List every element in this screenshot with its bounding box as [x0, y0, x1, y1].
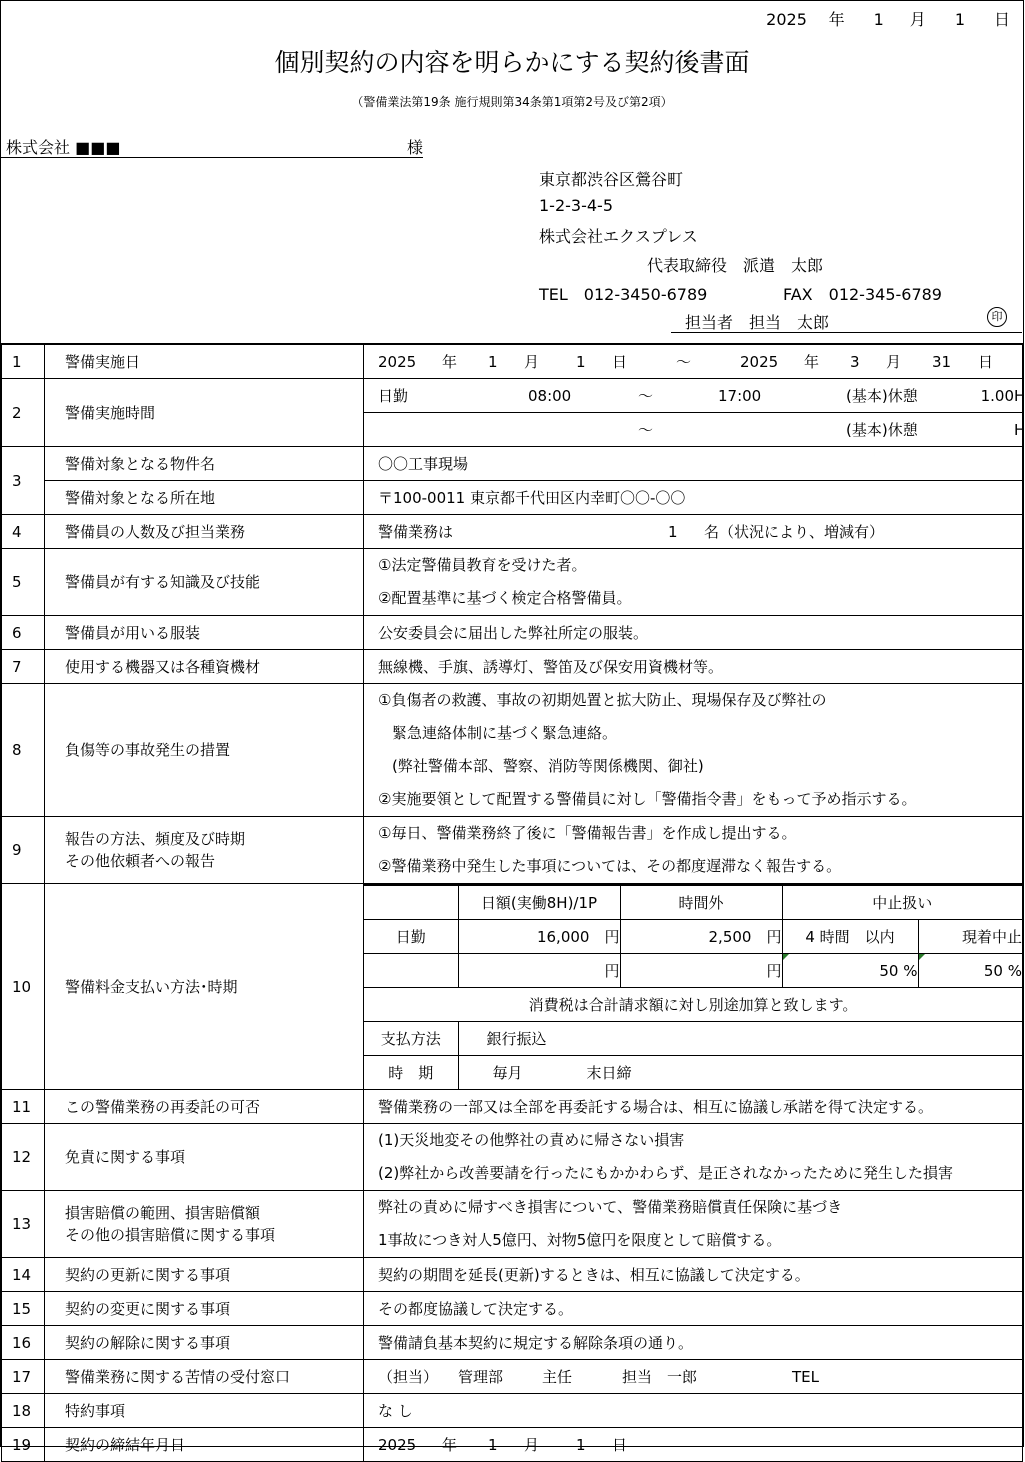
- content-line: 緊急連絡体制に基づく緊急連絡。: [392, 724, 618, 742]
- end-hi: 日: [978, 353, 994, 371]
- payment-method-value: 銀行振込: [458, 1022, 1022, 1056]
- row-content: [364, 344, 1023, 379]
- table-row: [2, 650, 1023, 684]
- payment-timing-cutoff: 末日締: [586, 1064, 632, 1082]
- start-time: 08:00: [528, 386, 572, 405]
- end-nen: 年: [804, 353, 820, 371]
- property-address: 〒100-0011 東京都千代田区内幸町〇〇-〇〇: [364, 481, 1023, 515]
- complaint-department: 管理部: [458, 1368, 504, 1386]
- fee-shift: 日勤: [364, 920, 458, 954]
- table-row: [2, 1428, 1023, 1462]
- table-row: [2, 684, 1023, 817]
- row-label: 警備員の人数及び担当業務: [45, 515, 364, 549]
- start-tsuki: 月: [524, 353, 540, 371]
- row-content: [364, 1124, 1023, 1191]
- content-line: (2)弊社から改善要請を行ったにもかかわらず、是正されなかったために発生した損害: [378, 1164, 954, 1182]
- row-number: 18: [2, 1394, 45, 1428]
- fee-cancel-pct-1: 50 %: [782, 954, 918, 988]
- fee-cancel-pct-2: 50 %: [918, 954, 1022, 988]
- row-number: 5: [2, 549, 45, 616]
- content-line: ②実施要領として配置する警備員に対し「警備指令書」をもって予め指示する。: [378, 790, 917, 808]
- content-line: 弊社の責めに帰すべき損害について、警備業務賠償責任保険に基づき: [378, 1198, 843, 1216]
- row-label: 負傷等の事故発生の措置: [45, 684, 364, 817]
- row-label: 警備員が用いる服装: [45, 616, 364, 650]
- row-label: [45, 1191, 364, 1258]
- fee-header-daily: 日額(実働8H)/1P: [458, 885, 620, 920]
- table-row: [2, 344, 1023, 379]
- staff-suffix: 名（状況により、増減有）: [704, 523, 885, 541]
- table-row: [2, 1360, 1023, 1394]
- content-line: ①法定警備員教育を受けた者。: [378, 556, 587, 574]
- row-number: 7: [2, 650, 45, 684]
- table-row: [2, 481, 1023, 515]
- shift-type: 日勤: [378, 387, 409, 405]
- row-content: [364, 1360, 1023, 1394]
- issue-date: [762, 7, 1019, 30]
- row-label: 契約の解除に関する事項: [45, 1326, 364, 1360]
- row-content: その都度協議して決定する。: [364, 1292, 1023, 1326]
- fee-daily-amount: 16,000: [536, 928, 590, 946]
- signature-underline: [671, 332, 1022, 333]
- row-content: [364, 684, 1023, 817]
- complaint-tel: TEL: [792, 1367, 819, 1386]
- start-year: 2025: [378, 352, 417, 371]
- date-nen: 年: [828, 10, 845, 29]
- complaint-title: 主任: [542, 1368, 573, 1386]
- signing-day: 1: [576, 1435, 586, 1454]
- row-number: 2: [2, 379, 45, 447]
- row-label: 特約事項: [45, 1394, 364, 1428]
- row-number: 13: [2, 1191, 45, 1258]
- complaint-person: 担当 一郎: [622, 1368, 698, 1386]
- content-line: ①負傷者の救護、事故の初期処置と拡大防止、現場保存及び弊社の: [378, 691, 827, 709]
- fee-table: [364, 884, 1022, 1089]
- client-block: [1, 135, 423, 158]
- row-content: 公安委員会に届出した弊社所定の服装。: [364, 616, 1023, 650]
- contractor-address1: 東京都渋谷区鶯谷町: [539, 170, 684, 189]
- payment-method-label: 支払方法: [364, 1022, 458, 1056]
- row-number: 15: [2, 1292, 45, 1326]
- content-line: ②警備業務中発生した事項については、その都度遅滞なく報告する。: [378, 857, 842, 875]
- row-content: [364, 379, 1023, 413]
- end-month: 3: [850, 352, 860, 371]
- fee-yen: 円: [620, 954, 782, 988]
- row-content: 契約の期間を延長(更新)するときは、相互に協議して決定する。: [364, 1258, 1023, 1292]
- content-line: (1)天災地変その他弊社の責めに帰さない損害: [378, 1131, 685, 1149]
- row-label: 契約の締結年月日: [45, 1428, 364, 1462]
- table-row: [2, 817, 1023, 884]
- break-unit-2: H: [1014, 420, 1025, 439]
- label-line: その他依頼者への報告: [65, 852, 216, 870]
- time-tilde-2: ～: [638, 421, 654, 439]
- signing-year: 2025: [378, 1435, 417, 1454]
- row-content: 警備請負基本契約に規定する解除条項の通り。: [364, 1326, 1023, 1360]
- payment-timing-monthly: 毎月: [492, 1064, 523, 1082]
- contractor-person: 担当者 担当 太郎: [685, 313, 830, 332]
- table-row: [2, 616, 1023, 650]
- row-content: 無線機、手旗、誘導灯、警笛及び保安用資機材等。: [364, 650, 1023, 684]
- payment-timing-label: 時 期: [364, 1056, 458, 1090]
- table-row: [2, 1394, 1023, 1428]
- signing-month: 1: [488, 1435, 498, 1454]
- row-number: 10: [2, 884, 45, 1090]
- break-value: 1.00: [980, 386, 1014, 405]
- row-number: 17: [2, 1360, 45, 1394]
- contractor-address2: 1-2-3-4-5: [539, 196, 613, 215]
- table-row: [2, 549, 1023, 616]
- signing-nen: 年: [442, 1436, 458, 1454]
- row-number: 6: [2, 616, 45, 650]
- table-row: [2, 1124, 1023, 1191]
- label-line: 報告の方法、頻度及び時期: [65, 830, 246, 848]
- break-label-2: (基本)休憩: [846, 421, 918, 439]
- time-tilde: ～: [638, 387, 654, 405]
- row-number: 12: [2, 1124, 45, 1191]
- start-day: 1: [576, 352, 586, 371]
- start-hi: 日: [612, 353, 628, 371]
- document-title: 個別契約の内容を明らかにする契約後書面: [274, 48, 750, 77]
- date-day: 1: [954, 10, 965, 29]
- label-line: 損害賠償の範囲、損害賠償額: [65, 1204, 261, 1222]
- date-month: 1: [873, 10, 884, 29]
- row-number: 9: [2, 817, 45, 884]
- content-line: 1事故につき対人5億円、対物5億円を限度として賠償する。: [378, 1231, 782, 1249]
- end-time: 17:00: [718, 386, 762, 405]
- row-label: 警備料金支払い方法･時期: [45, 884, 364, 1090]
- end-year: 2025: [740, 352, 779, 371]
- table-row: [2, 1258, 1023, 1292]
- seal-icon: 印: [987, 307, 1007, 327]
- row-content: [364, 413, 1023, 447]
- row-content: [364, 1428, 1023, 1462]
- fee-header-overtime: 時間外: [620, 885, 782, 920]
- start-nen: 年: [442, 353, 458, 371]
- date-tsuki: 月: [909, 10, 926, 29]
- end-tsuki: 月: [886, 353, 902, 371]
- date-year: 2025: [766, 10, 807, 29]
- row-label: 警備対象となる所在地: [45, 481, 364, 515]
- content-line: ①毎日、警備業務終了後に「警備報告書」を作成し提出する。: [378, 824, 797, 842]
- row-content: 警備業務の一部又は全部を再委託する場合は、相互に協議し承諾を得て決定する。: [364, 1090, 1023, 1124]
- break-label: (基本)休憩: [846, 387, 918, 405]
- row-label: 免責に関する事項: [45, 1124, 364, 1191]
- client-name: 株式会社 ■■■: [6, 138, 121, 157]
- fee-cancel-onsite: 現着中止: [918, 920, 1022, 954]
- fee-yen: 円: [604, 928, 620, 946]
- row-content: [364, 515, 1023, 549]
- row-content: な し: [364, 1394, 1023, 1428]
- contractor-fax: FAX 012-345-6789: [783, 285, 942, 304]
- row-content: [364, 1191, 1023, 1258]
- table-row: [2, 379, 1023, 413]
- row-label: 警備業務に関する苦情の受付窓口: [45, 1360, 364, 1394]
- fee-cancel-within: 4 時間 以内: [782, 920, 918, 954]
- content-line: ②配置基準に基づく検定合格警備員。: [378, 589, 632, 607]
- label-line: その他の損害賠償に関する事項: [65, 1226, 276, 1244]
- row-label: 使用する機器又は各種資機材: [45, 650, 364, 684]
- range-tilde: ～: [676, 353, 692, 371]
- contractor-representative: 代表取締役 派遣 太郎: [647, 256, 824, 275]
- start-month: 1: [488, 352, 498, 371]
- table-row: [2, 1191, 1023, 1258]
- staff-text: 警備業務は: [378, 523, 454, 541]
- date-hi: 日: [993, 10, 1010, 29]
- contractor-tel: TEL 012-3450-6789: [539, 285, 708, 304]
- row-label: この警備業務の再委託の可否: [45, 1090, 364, 1124]
- row-label: 契約の変更に関する事項: [45, 1292, 364, 1326]
- row-number: 1: [2, 344, 45, 379]
- document-subtitle: （警備業法第19条 施行規則第34条第1項第2号及び第2項）: [351, 95, 673, 109]
- table-row: [2, 447, 1023, 481]
- fee-yen: 円: [458, 954, 620, 988]
- fee-tax-note: 消費税は合計請求額に対し別途加算と致します。: [364, 988, 1022, 1022]
- table-row: [2, 1090, 1023, 1124]
- row-label: 警備対象となる物件名: [45, 447, 364, 481]
- row-number: 3: [2, 447, 45, 515]
- row-number: 19: [2, 1428, 45, 1462]
- staff-count: 1: [668, 522, 678, 541]
- fee-section: [364, 884, 1023, 1090]
- row-content: [364, 549, 1023, 616]
- complaint-role: （担当）: [378, 1368, 439, 1386]
- fee-header-cancel: 中止扱い: [782, 885, 1022, 920]
- table-row: [2, 515, 1023, 549]
- content-line: (弊社警備本部、警察、消防等関係機関、御社): [392, 757, 704, 775]
- row-number: 8: [2, 684, 45, 817]
- row-number: 11: [2, 1090, 45, 1124]
- row-label: 契約の更新に関する事項: [45, 1258, 364, 1292]
- table-row: [2, 884, 1023, 1090]
- signing-tsuki: 月: [524, 1436, 540, 1454]
- table-row: [2, 1326, 1023, 1360]
- row-number: 4: [2, 515, 45, 549]
- end-day: 31: [932, 352, 952, 371]
- row-label: [45, 817, 364, 884]
- contract-table: [1, 343, 1023, 1462]
- row-content: [364, 817, 1023, 884]
- table-row: [2, 1292, 1023, 1326]
- property-name: 〇〇工事現場: [364, 447, 1023, 481]
- row-number: 14: [2, 1258, 45, 1292]
- fee-overtime-amount: 2,500: [708, 928, 752, 946]
- fee-yen: 円: [766, 928, 782, 946]
- client-honorific: 様: [406, 138, 423, 157]
- row-label: 警備員が有する知識及び技能: [45, 549, 364, 616]
- row-number: 16: [2, 1326, 45, 1360]
- contractor-company: 株式会社エクスプレス: [539, 227, 698, 246]
- row-label: 警備実施時間: [45, 379, 364, 447]
- break-unit: H: [1014, 386, 1025, 405]
- signing-hi: 日: [612, 1436, 628, 1454]
- row-label: 警備実施日: [45, 344, 364, 379]
